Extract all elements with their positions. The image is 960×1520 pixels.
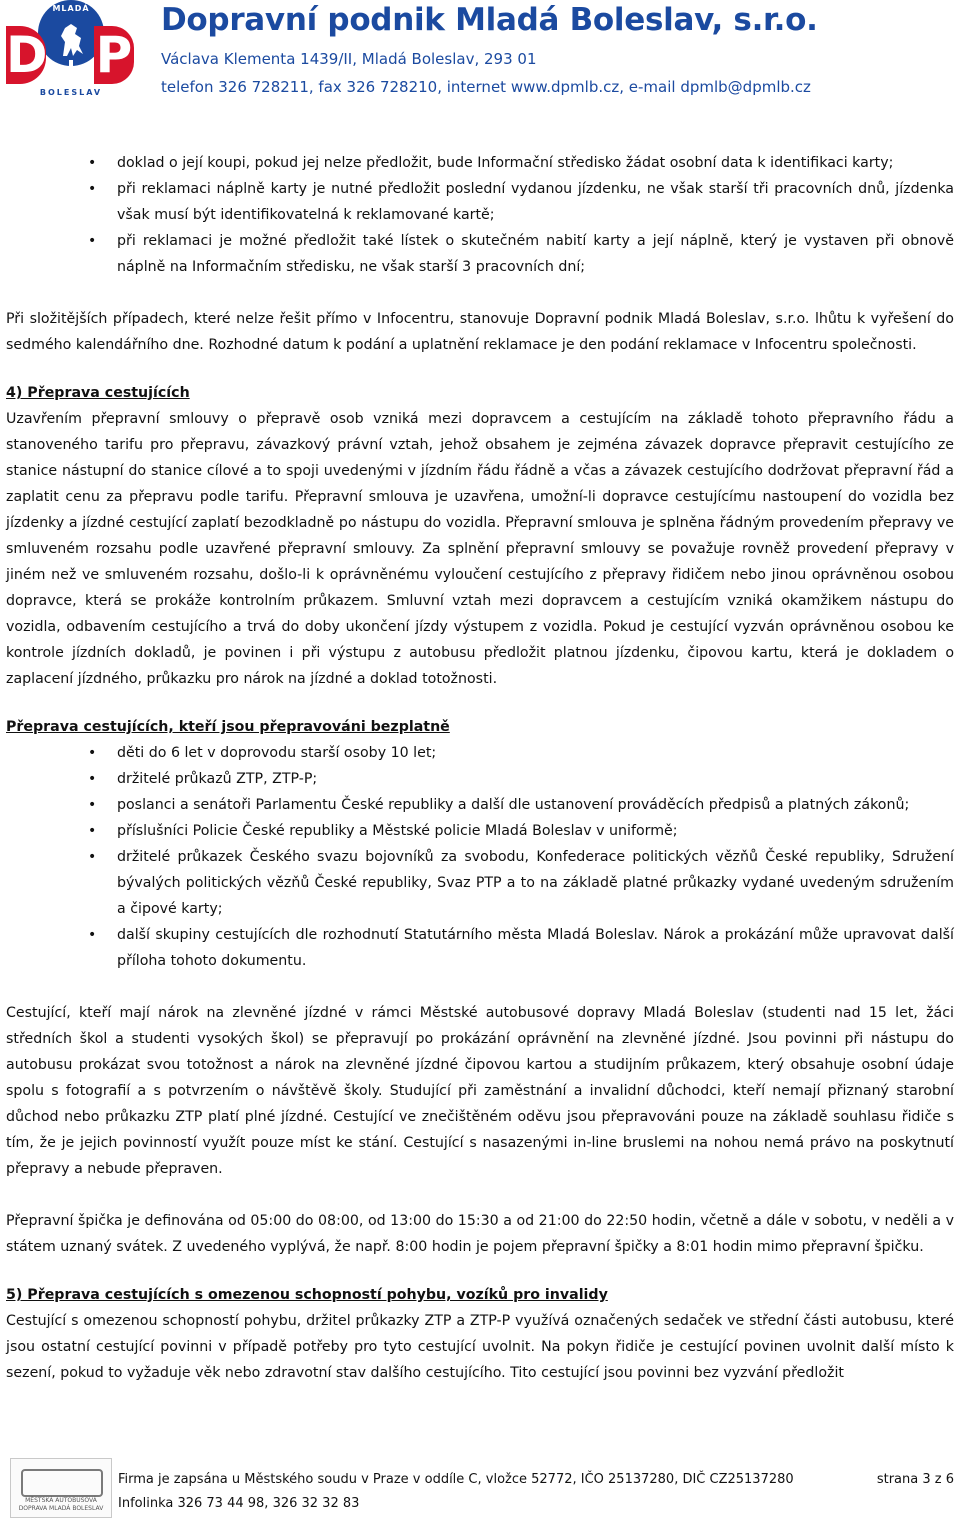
section-5-body: Cestující s omezenou schopností pohybu, držitel průkazky ZTP a ZTP-P využívá označených sedaček ve střední části autobusu, které jsou ostatní cestující povinni v případě potřeby pro tyto cestující uvolnit. Na pokyn řidiče je cestující povinen uvolnit další místo k sezení, pokud to vyžaduje věk nebo zdravotní stav dalšího cestujícího. Tito cestující jsou povinni bez vyzvání předložit [6,1313,954,1381]
peak-hours-paragraph: Přepravní špička je definována od 05:00 do 08:00, od 13:00 do 15:30 a od 21:00 do 22:50 hodin, včetně a dále v sobotu, v neděli a v státem uznaný svátek. Z uvedeného vyplývá, že např. 8:00 hodin je pojem přepravní špičky a 8:01 hodin mimo přepravní špičku. [6,1213,954,1255]
logo-letter-d: D [6,26,48,84]
company-logo [6,0,134,104]
complaint-deadline-paragraph: Při složitějších případech, které nelze řešit přímo v Infocentru, stanovuje Dopravní podnik Mladá Boleslav, s.r.o. lhůtu k vyřešení do sedmého kalendářního dne. Rozhodné datum k podání a uplatnění reklamace je den podání reklamace v Infocentru společnosti. [6,311,954,353]
list-item: • příslušníci Policie České republiky a Městské policie Mladá Boleslav v uniformě; [6,818,954,844]
list-item: • děti do 6 let v doprovodu starší osoby 10 let; [6,740,954,766]
section-4-body: Uzavřením přepravní smlouvy o přepravě osob vzniká mezi dopravcem a cestujícím na základě tohoto přepravního řádu a stanoveného tarifu pro přepravu, závazkový právní vztah, jehož obsahem je zejména závazek dopravce přepravit cestujícího ze stanice nástupní do stanice cílové a to spoji uvedenými v jízdním řádu řádně a včas a závazek cestujícího dodržovat přepravní řád a zaplatit cenu za přepravu podle tarifu. Přepravní smlouva je uzavřena, umožní-li dopravce cestujícímu nastoupení do vozidla bez jízdenky a jízdné cestující zaplatí bezodkladně po nástupu do vozidla. Přepravní smlouva je splněna řádným provedením přepravy ve smluveném rozsahu podle uzavřené přepravní smlouvy. Za splnění přepravní smlouvy se považuje rovněž provedení přepravy v jiném než ve smluveném rozsahu, došlo-li k oprávněnému vyloučení cestujícího z přepravy řidičem nebo jinou oprávněnou osobou dopravce, která se prokáže kontrolním průkazem. Smluvní vztah mezi dopravcem a cestujícím vzniká okamžikem nástupu do vozidla, odbavením cestujícího a trvá do doby ukončení jízdy výstupem z vozidla. Pokud je cestující vyzván oprávněnou osobou ke kontrole jízdních dokladů, je povinen i při výstupu z autobusu předložit platnou jízdenku, čipovou kartu, která je dokladem o zaplacení jízdného, průkazku pro nárok na jízdné a doklad totožnosti. [6,411,954,687]
free-transport-heading: Přeprava cestujících, kteří jsou přepravováni bezplatně [6,719,450,735]
list-item: • doklad o její koupi, pokud jej nelze předložit, bude Informační středisko žádat osobní data k identifikaci karty; [6,150,954,176]
cross-icon [64,60,78,84]
bus-icon [21,1469,103,1497]
list-item: • držitelé průkazů ZTP, ZTP-P; [6,766,954,792]
free-transport-list [6,740,954,974]
lion-icon [53,20,89,60]
footer-logo [10,1458,112,1518]
company-name: Dopravní podnik Mladá Boleslav, s.r.o. [161,2,818,38]
company-contact: telefon 326 728211, fax 326 728210, internet www.dpmlb.cz, e-mail dpmlb@dpmlb.cz [161,78,811,96]
list-item: • držitelé průkazek Českého svazu bojovníků za svobodu, Konfederace politických vězňů České republiky, Sdružení bývalých politických vězňů České republiky, Svaz PTP a to na základě platné průkazky vydané uvedeným sdružením a čipové karty; [6,844,954,922]
footer-logo-text: MĚSTSKÁ AUTOBUSOVÁ DOPRAVA MLADÁ BOLESLAV [18,1497,104,1512]
infoline: Infolinka 326 73 44 98, 326 32 32 83 [118,1496,360,1511]
list-item: • další skupiny cestujících dle rozhodnutí Statutárního města Mladá Boleslav. Nárok a prokázání může upravovat další příloha tohoto dokumentu. [6,922,954,974]
letterhead [0,0,960,105]
company-address: Václava Klementa 1439/II, Mladá Boleslav, 293 01 [161,50,537,68]
page-footer [0,1448,960,1520]
list-item: • při reklamaci náplně karty je nutné předložit poslední vydanou jízdenku, ne však starší tři pracovních dnů, jízdenka však musí být identifikovatelná k reklamované kartě; [6,176,954,228]
discount-paragraph: Cestující, kteří mají nárok na zlevněné jízdné v rámci Městské autobusové dopravy Mladá Boleslav (studenti nad 15 let, žáci středních škol a studenti vysokých škol) se přepravují po prokázání oprávnění na zlevněné jízdné. Jsou povinni při nástupu do autobusu prokázat svou totožnost a nárok na zlevněné jízdné čipovou kartou a studijním průkazem, který obsahuje osobní údaje spolu s fotografií a s potvrzením o návštěvě školy. Studující při zaměstnání a invalidní důchodci, kteří nemají přiznaný starobní důchod nebo průkazku ZTP platí plné jízdné. Cestující ve znečištěném oděvu jsou přepravováni pouze na základě souhlasu řidiče s tím, že je jejich povinností využít pouze míst ke stání. Cestující s nasazenými in-line bruslemi na nohou nemá právo na poskytnutí přepravy a nebude přepraven. [6,1005,954,1177]
registration-info: Firma je zapsána u Městského soudu v Praze v oddíle C, vložce 52772, IČO 25137280, DIČ CZ25137280 [118,1472,794,1487]
list-item: • při reklamaci je možné předložit také lístek o skutečném nabití karty a její náplně, který je vystaven při obnově náplně na Informačním středisku, ne však starší 3 pracovních dní; [6,228,954,280]
complaint-requirements-list [6,150,954,280]
page-number: strana 3 z 6 [876,1472,954,1487]
logo-text-top: MLADÁ [52,4,90,13]
logo-letter-p: P [95,26,133,84]
section-heading-4: 4) Přeprava cestujících [6,385,190,401]
section-heading-5: 5) Přeprava cestujících s omezenou schopností pohybu, vozíků pro invalidy [6,1287,608,1303]
document-body [6,150,954,1386]
logo-text-bottom: BOLESLAV [39,88,103,97]
list-item: • poslanci a senátoři Parlamentu České republiky a další dle ustanovení prováděcích předpisů a platných zákonů; [6,792,954,818]
